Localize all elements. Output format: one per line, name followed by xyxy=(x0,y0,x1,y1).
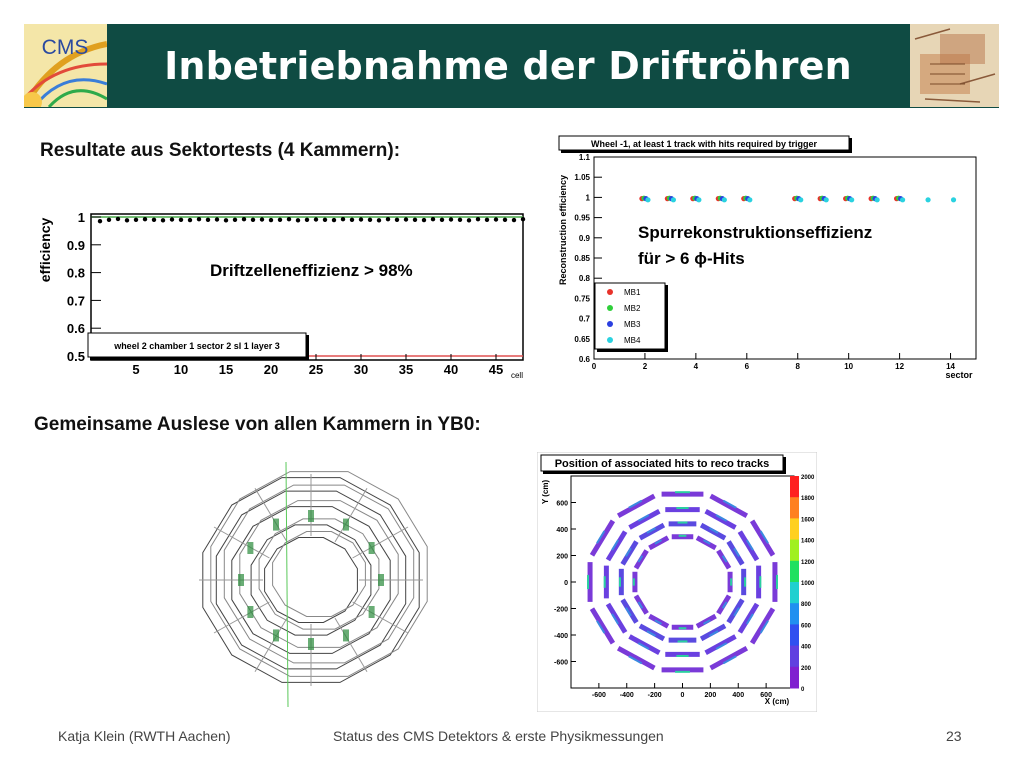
plot2-data-point xyxy=(824,197,829,202)
logo-text: CMS xyxy=(41,36,89,59)
wheel-chamber-hit xyxy=(247,542,253,554)
plot4-ytick-label: 400 xyxy=(556,527,568,534)
plot1-data-point xyxy=(161,218,165,222)
wheel-chamber-hit xyxy=(238,574,244,586)
plot1-xtick-label: 20 xyxy=(263,362,279,377)
plot2-xlabel: sector xyxy=(945,370,973,380)
plot1-xtick-label: 15 xyxy=(218,362,234,377)
plot1-data-point xyxy=(287,217,291,221)
plot2-xtick-label: 4 xyxy=(693,362,699,371)
plot1-ytick-label: 0.9 xyxy=(66,237,85,253)
plot1-data-point xyxy=(125,218,129,222)
cms-logo-graphic xyxy=(24,24,107,107)
plot2-xtick-label: 14 xyxy=(946,362,955,371)
plot1-data-point xyxy=(332,218,336,222)
plot1-data-point xyxy=(233,218,237,222)
plot2-data-point xyxy=(849,197,854,202)
plot1-data-point xyxy=(215,217,219,221)
wheel-chamber-hit xyxy=(273,629,279,641)
plot2-legend-marker xyxy=(607,337,613,343)
wheel-chamber-hit xyxy=(273,519,279,531)
colorbar-label: 1400 xyxy=(801,538,815,545)
plot2-legend-marker xyxy=(607,305,613,311)
plot2-xtick-label: 0 xyxy=(591,362,597,371)
wheel-chamber-hit xyxy=(378,574,384,586)
plot4-ytick-label: 200 xyxy=(556,553,568,561)
plot4-xtick-label: -200 xyxy=(647,692,662,699)
plot1-xtick-label: 35 xyxy=(398,362,414,377)
plot2-legend-label: MB1 xyxy=(624,288,641,297)
colorbar-segment xyxy=(790,518,799,540)
plot4-ytick-label: 600 xyxy=(556,500,568,508)
colorbar-label: 2000 xyxy=(801,475,815,481)
wheel-chamber-hit xyxy=(343,519,349,531)
plot2-legend-label: MB2 xyxy=(624,304,641,313)
plot2-ylabel: Reconstruction efficiency xyxy=(558,174,568,286)
plot1-data-point xyxy=(521,217,525,221)
plot1-data-point xyxy=(179,218,183,222)
plot2-title: Wheel -1, at least 1 track with hits required by trigger xyxy=(590,139,818,149)
plot1-data-point xyxy=(143,217,147,221)
wheel-chamber-hit xyxy=(308,510,314,522)
plot1-data-point xyxy=(395,218,399,222)
plot1-xtick-label: 10 xyxy=(173,362,189,377)
footer-author: Katja Klein (RWTH Aachen) xyxy=(58,728,231,744)
plot4-xtick-label: 200 xyxy=(704,692,717,699)
plot2-ytick-label: 0.65 xyxy=(574,334,590,344)
plot1-data-point xyxy=(467,218,471,222)
plot-drift-cell-efficiency xyxy=(36,202,536,384)
plot1-ytick-label: 0.8 xyxy=(66,265,85,281)
plot1-data-point xyxy=(197,217,201,221)
plot2-ytick-label: 0.75 xyxy=(574,294,590,304)
plot1-data-point xyxy=(377,218,381,222)
plot1-data-point xyxy=(305,218,309,222)
plot2-ytick-label: 0.85 xyxy=(574,254,590,263)
plot2-legend-marker xyxy=(607,289,613,295)
plot4-xtick-label: -400 xyxy=(619,692,634,699)
plot1-data-point xyxy=(503,218,507,222)
plot1-xtick-label: 25 xyxy=(308,362,324,377)
plot1-data-point xyxy=(296,218,300,222)
plot2-legend-marker xyxy=(607,321,613,327)
plot1-data-point xyxy=(251,218,255,222)
plot1-data-point xyxy=(134,218,138,222)
plot-hit-position-heatmap xyxy=(537,452,817,712)
plot2-data-point xyxy=(696,197,701,202)
plot4-title: Position of associated hits to reco tracks xyxy=(554,458,770,470)
plot2-legend-label: MB4 xyxy=(624,336,641,345)
plot2-data-point xyxy=(798,197,803,202)
plot1-xtick-label: 5 xyxy=(132,362,140,377)
plot2-xtick-label: 8 xyxy=(795,362,800,371)
cms-logo xyxy=(24,24,107,107)
plot4-xtick-label: 400 xyxy=(732,692,745,699)
colorbar-segment xyxy=(790,582,799,604)
plot4-ytick-label: -200 xyxy=(553,606,568,614)
plot1-ytick-label: 1 xyxy=(77,210,85,225)
plot2-legend-label: MB3 xyxy=(624,320,641,329)
colorbar-label: 1800 xyxy=(801,496,815,503)
plot2-ytick-label: 0.95 xyxy=(574,213,590,223)
plot1-data-point xyxy=(431,217,435,221)
plot2-ytick-label: 0.9 xyxy=(578,233,590,243)
wheel-chamber-hit xyxy=(369,542,375,554)
colorbar-label: 1000 xyxy=(801,581,815,587)
section-heading-sector-tests: Resultate aus Sektortests (4 Kammern): xyxy=(40,140,401,161)
plot2-annotation-line2: für > 6 ϕ-Hits xyxy=(638,249,745,268)
plot4-xlabel: X (cm) xyxy=(764,697,790,706)
plot1-data-point xyxy=(350,218,354,222)
plot1-data-point xyxy=(413,218,417,222)
plot1-annotation: Driftzelleneffizienz > 98% xyxy=(210,261,413,280)
plot1-data-point xyxy=(485,218,489,222)
plot1-data-point xyxy=(512,218,516,222)
plot1-data-point xyxy=(458,218,462,222)
plot4-xtick-label: 600 xyxy=(760,692,772,699)
plot2-xtick-label: 2 xyxy=(642,362,648,371)
plot1-data-point xyxy=(476,217,480,221)
plot4-ylabel: Y (cm) xyxy=(541,479,550,505)
colorbar-label: 200 xyxy=(801,665,812,672)
footer-talk-title: Status des CMS Detektors & erste Physikmessungen xyxy=(333,728,664,744)
plot2-ytick-label: 1 xyxy=(585,193,590,203)
plot2-ytick-label: 1.1 xyxy=(578,153,590,162)
section-heading-yb0-readout: Gemeinsame Auslese von allen Kammern in YB0: xyxy=(34,414,481,435)
plot1-data-point xyxy=(341,217,345,221)
plot1-xlabel: cell xyxy=(510,371,524,380)
plot1-data-point xyxy=(170,217,174,221)
plot4-xtick-label: 0 xyxy=(680,692,685,699)
plot1-ytick-label: 0.7 xyxy=(66,293,85,309)
plot2-xtick-label: 6 xyxy=(744,362,750,371)
plot2-annotation-line1: Spurrekonstruktionseffizienz xyxy=(638,223,873,242)
colorbar-label: 600 xyxy=(801,623,812,630)
plot4-ytick-label: -400 xyxy=(553,633,568,640)
plot2-data-point xyxy=(722,197,727,202)
colorbar-segment xyxy=(790,667,799,689)
wheel-chamber-hit xyxy=(343,629,349,641)
plot1-data-point xyxy=(422,218,426,222)
plot2-ytick-label: 0.8 xyxy=(578,274,590,284)
plot4-xtick-label: -600 xyxy=(591,692,606,699)
colorbar-segment xyxy=(790,476,799,498)
plot2-ytick-label: 0.7 xyxy=(578,314,590,324)
plot2-ytick-label: 0.6 xyxy=(578,355,590,364)
wheel-chamber-hit xyxy=(369,606,375,618)
plot2-data-point xyxy=(875,197,880,202)
plot1-xtick-label: 30 xyxy=(353,362,369,377)
plot1-data-point xyxy=(386,217,390,221)
plot1-data-point xyxy=(323,218,327,222)
plot1-data-point xyxy=(449,217,453,221)
wheel-3d-wireframe xyxy=(186,452,436,710)
plot1-data-point xyxy=(224,218,228,222)
plot1-data-point xyxy=(242,217,246,221)
colorbar-segment xyxy=(790,540,799,562)
davinci-sketch-image xyxy=(910,24,999,107)
plot1-data-point xyxy=(494,217,498,221)
plot1-data-point xyxy=(359,217,363,221)
colorbar-label: 1200 xyxy=(801,559,815,566)
plot4-ytick-label: -600 xyxy=(553,659,568,667)
plot1-legend-text: wheel 2 chamber 1 sector 2 sl 1 layer 3 xyxy=(114,341,280,351)
plot1-data-point xyxy=(368,218,372,222)
colorbar-segment xyxy=(790,603,799,625)
plot1-ytick-label: 0.5 xyxy=(66,349,85,364)
plot2-data-point xyxy=(925,197,930,202)
plot1-data-point xyxy=(107,218,111,222)
slide-title: Inbetriebnahme der Driftröhren xyxy=(164,44,852,88)
plot2-ytick-label: 1.05 xyxy=(574,173,590,183)
colorbar-segment xyxy=(790,497,799,519)
colorbar-segment xyxy=(790,624,799,646)
plot1-data-point xyxy=(269,218,273,222)
colorbar-label: 800 xyxy=(801,602,812,609)
plot1-data-point xyxy=(152,218,156,222)
colorbar-segment xyxy=(790,646,799,668)
plot-reconstruction-efficiency xyxy=(550,130,980,386)
plot1-data-point xyxy=(116,217,120,221)
colorbar-segment xyxy=(790,561,799,583)
plot2-xtick-label: 12 xyxy=(895,362,905,371)
colorbar-label: 0 xyxy=(801,687,805,693)
footer-page-number: 23 xyxy=(946,728,962,744)
plot1-xtick-label: 40 xyxy=(443,362,459,377)
plot1-data-point xyxy=(98,219,102,223)
plot1-data-point xyxy=(314,217,318,221)
plot2-data-point xyxy=(671,197,676,202)
wheel-chamber-hit xyxy=(247,606,253,618)
plot2-data-point xyxy=(951,197,956,202)
plot2-xtick-label: 10 xyxy=(844,362,854,371)
plot1-data-point xyxy=(440,218,444,222)
plot1-xtick-label: 45 xyxy=(488,362,504,377)
plot2-data-point xyxy=(900,197,905,202)
plot1-data-point xyxy=(188,218,192,222)
plot1-data-point xyxy=(260,217,264,221)
plot1-ytick-label: 0.6 xyxy=(66,321,85,337)
plot1-data-point xyxy=(278,218,282,222)
plot2-data-point xyxy=(645,197,650,202)
colorbar-label: 1600 xyxy=(801,517,815,524)
plot4-ytick-label: 0 xyxy=(564,580,568,587)
colorbar-label: 400 xyxy=(801,644,812,651)
plot1-ylabel: efficiency xyxy=(37,217,53,283)
plot1-data-point xyxy=(206,218,210,222)
plot1-data-point xyxy=(404,217,408,221)
plot2-data-point xyxy=(747,197,752,202)
wheel-chamber-hit xyxy=(308,638,314,650)
